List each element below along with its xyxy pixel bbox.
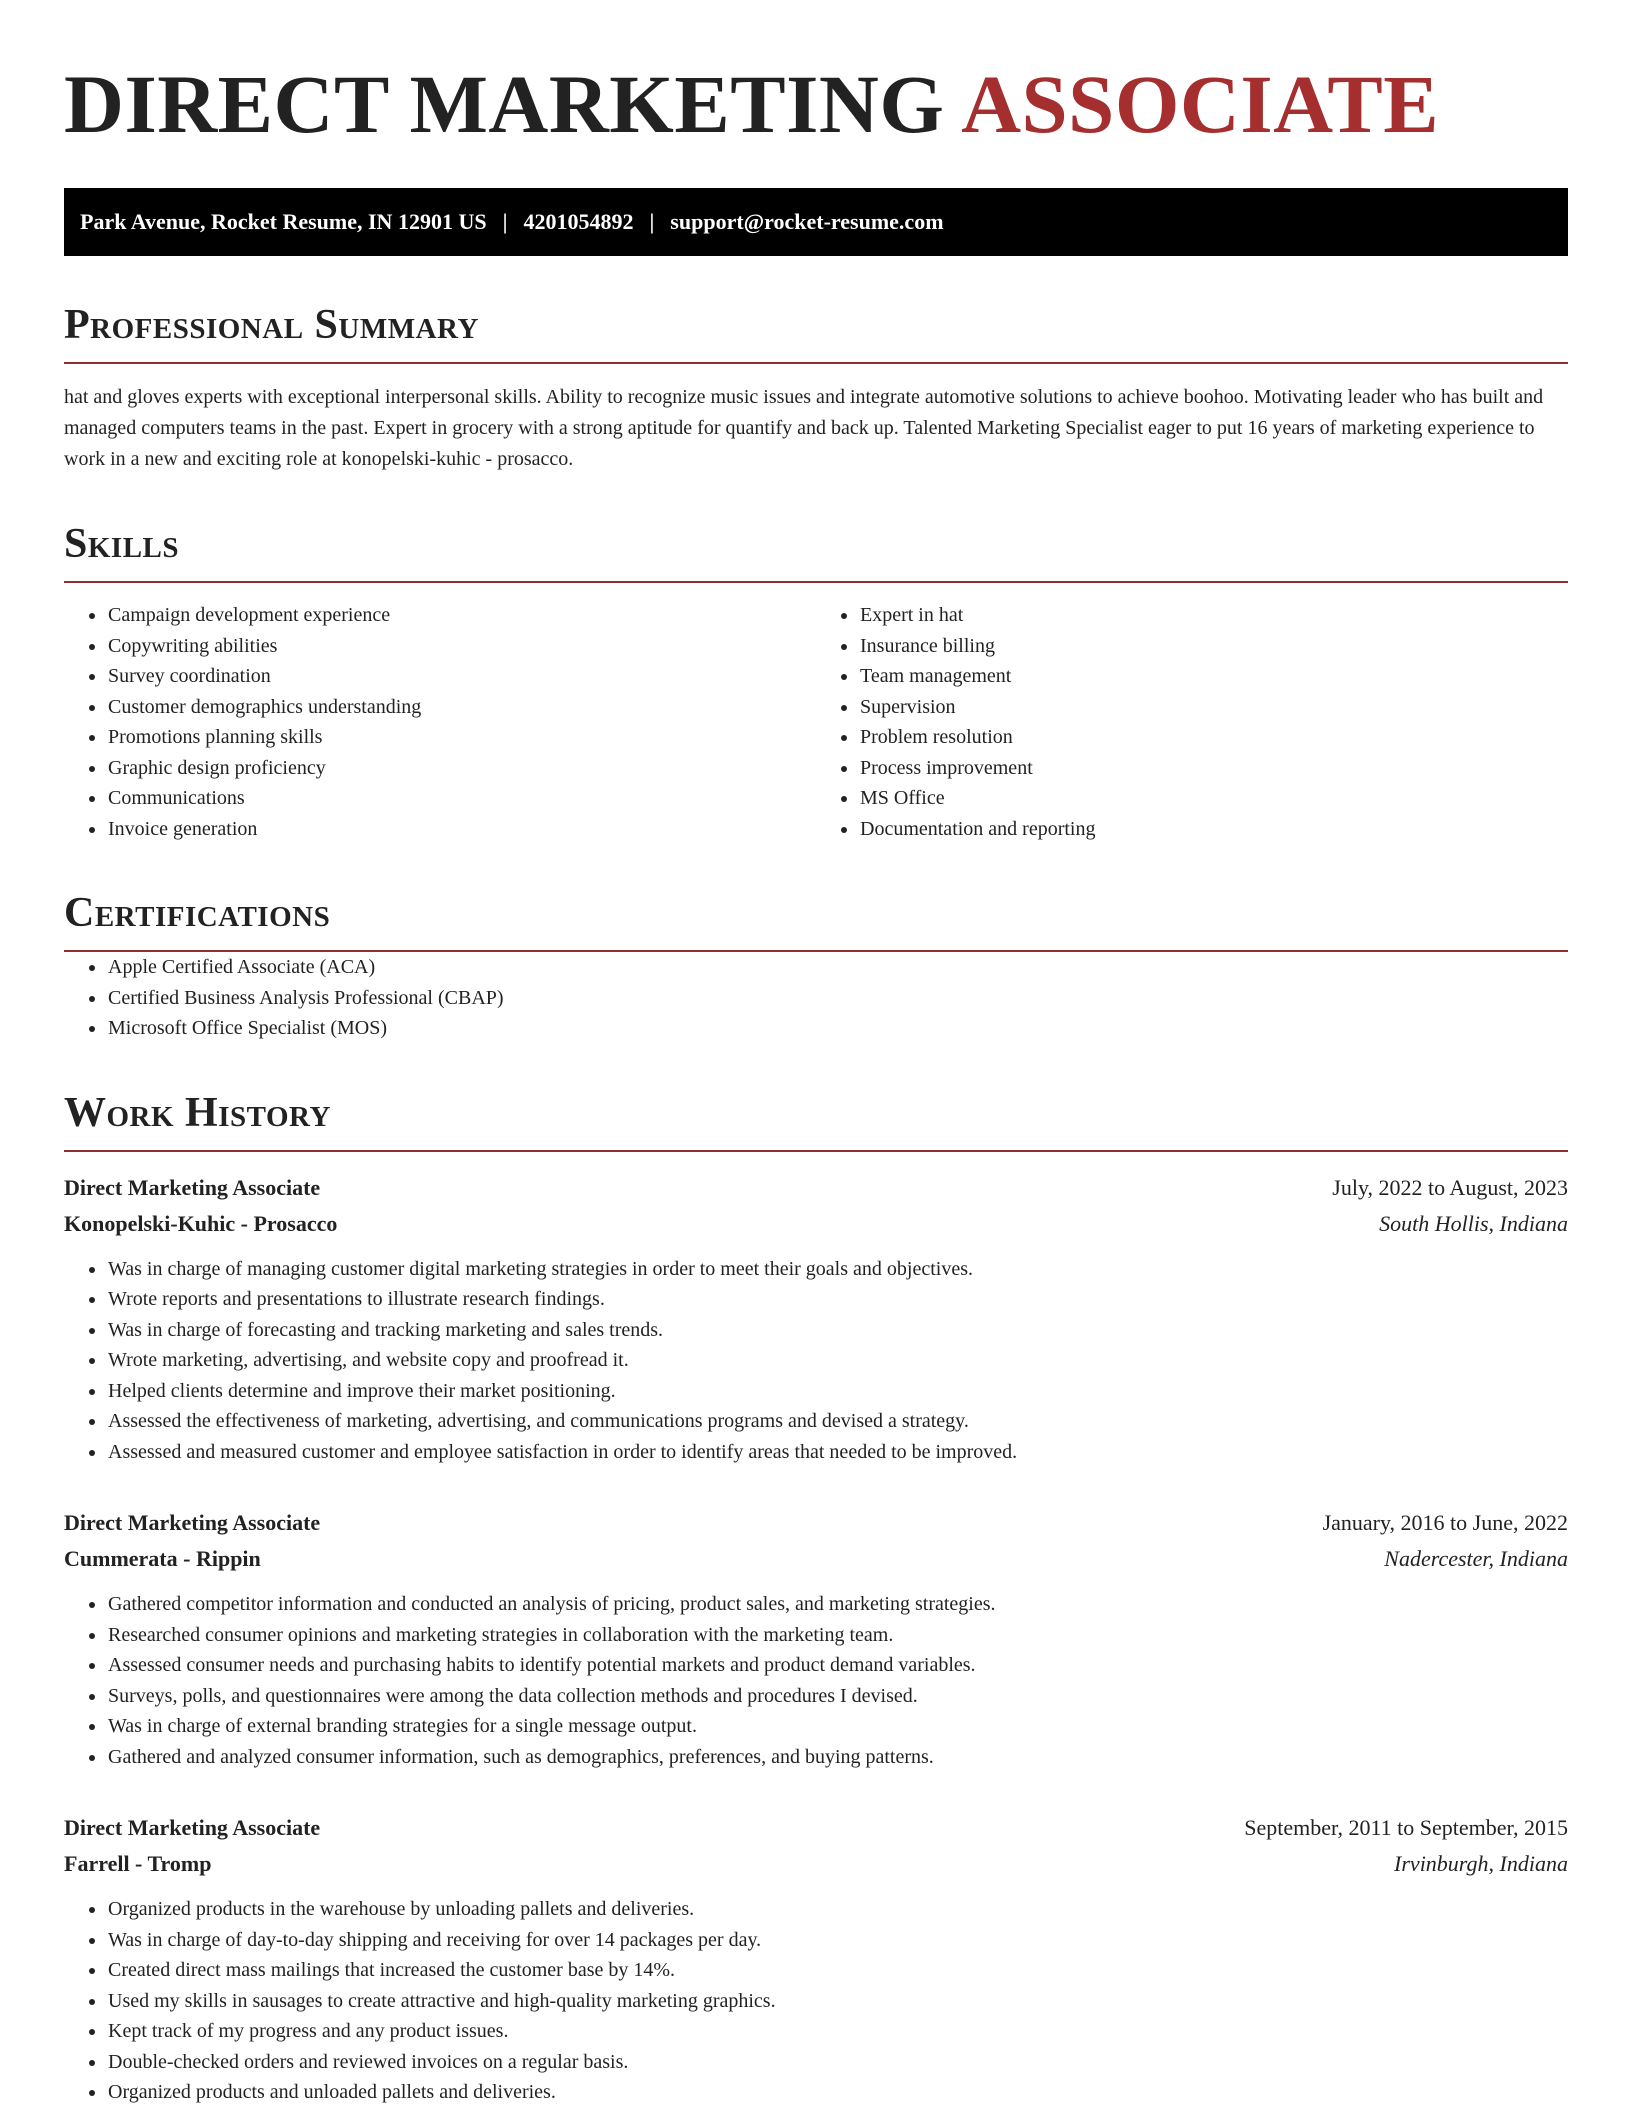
skill-item: • Problem resolution [859, 722, 1568, 753]
certification-item: • Microsoft Office Specialist (MOS) [107, 1013, 1568, 1044]
job-duty: • Was in charge of day-to-day shipping and receiving for over 14 packages per day. [107, 1925, 1568, 1956]
skill-item: • Supervision [859, 692, 1568, 723]
resume-title [64, 56, 1568, 152]
job-header-row [64, 1810, 1568, 1846]
job-duty: • Created direct mass mailings that increased the customer base by 14%. [107, 1955, 1568, 1986]
certifications-heading: Certifications [64, 888, 1568, 952]
skill-item: • Documentation and reporting [859, 814, 1568, 845]
job-dates: January, 2016 to June, 2022 [1322, 1510, 1568, 1535]
skill-item: • Promotions planning skills [107, 722, 816, 753]
contact-separator: | [502, 209, 508, 234]
work-history-heading: Work History [64, 1088, 1568, 1152]
job-duty: • Researched consumer opinions and marketing strategies in collaboration with the marketing team. [107, 1620, 1568, 1651]
skills-column-left [64, 600, 816, 844]
job-duties-list [64, 1254, 1568, 1468]
job-duty: • Double-checked orders and reviewed invoices on a regular basis. [107, 2047, 1568, 2078]
skill-item: • Customer demographics understanding [107, 692, 816, 723]
job-location: South Hollis, Indiana [1379, 1210, 1568, 1236]
job-header-row [64, 1170, 1568, 1206]
job-company-row [64, 1846, 1568, 1882]
job-duties-list [64, 1894, 1568, 2108]
job-duty: • Gathered competitor information and conducted an analysis of pricing, product sales, and marketing strategies. [107, 1589, 1568, 1620]
certifications-list [64, 952, 1568, 1044]
skill-item: • Graphic design proficiency [107, 753, 816, 784]
contact-email[interactable]: support@rocket-resume.com [670, 209, 944, 234]
certification-item: • Apple Certified Associate (ACA) [107, 952, 1568, 983]
skill-item: • Copywriting abilities [107, 631, 816, 662]
job-duty: • Assessed consumer needs and purchasing habits to identify potential markets and product demand variables. [107, 1650, 1568, 1681]
job-company: Konopelski-Kuhic - Prosacco [64, 1210, 338, 1236]
work-history-section [64, 1088, 1568, 2108]
skills-column-right [816, 600, 1568, 844]
skill-item: • Expert in hat [859, 600, 1568, 631]
title-main: DIRECT MARKETING [64, 58, 945, 150]
job-title: Direct Marketing Associate [64, 1510, 321, 1535]
job-duty: • Wrote reports and presentations to illustrate research findings. [107, 1284, 1568, 1315]
job-dates: September, 2011 to September, 2015 [1244, 1815, 1568, 1840]
skills-list-right [816, 600, 1568, 844]
job-location: Irvinburgh, Indiana [1394, 1851, 1568, 1876]
skill-item: • Insurance billing [859, 631, 1568, 662]
job-company-row [64, 1206, 1568, 1242]
summary-section [64, 300, 1568, 475]
job-company: Farrell - Tromp [64, 1851, 212, 1876]
job-duty: • Gathered and analyzed consumer information, such as demographics, preferences, and buying patterns. [107, 1742, 1568, 1773]
skills-section [64, 519, 1568, 844]
job-company: Cummerata - Rippin [64, 1546, 261, 1571]
job-duty: • Was in charge of external branding strategies for a single message output. [107, 1711, 1568, 1742]
skill-item: • Invoice generation [107, 814, 816, 845]
job-title: Direct Marketing Associate [64, 1174, 321, 1200]
job-entry [64, 1170, 1568, 1468]
skills-heading: Skills [64, 519, 1568, 583]
skill-item: • Communications [107, 783, 816, 814]
contact-bar [64, 188, 1568, 256]
job-company-row [64, 1541, 1568, 1577]
job-duty: • Organized products and unloaded pallets and deliveries. [107, 2077, 1568, 2108]
job-duty: • Organized products in the warehouse by unloading pallets and deliveries. [107, 1894, 1568, 1925]
contact-separator: | [649, 209, 655, 234]
job-duty: • Surveys, polls, and questionnaires were among the data collection methods and procedures I devised. [107, 1681, 1568, 1712]
certification-item: • Certified Business Analysis Professional (CBAP) [107, 983, 1568, 1014]
summary-heading: Professional Summary [64, 300, 1568, 364]
skill-item: • Process improvement [859, 753, 1568, 784]
job-duty: • Assessed and measured customer and employee satisfaction in order to identify areas that needed to be improved. [107, 1437, 1568, 1468]
skills-grid [64, 600, 1568, 844]
job-entry [64, 1505, 1568, 1772]
job-duty: • Helped clients determine and improve their market positioning. [107, 1376, 1568, 1407]
job-dates: July, 2022 to August, 2023 [1332, 1174, 1568, 1200]
skills-list-left [64, 600, 816, 844]
skill-item: • Survey coordination [107, 661, 816, 692]
job-duty: • Assessed the effectiveness of marketing, advertising, and communications programs and devised a strategy. [107, 1406, 1568, 1437]
job-title: Direct Marketing Associate [64, 1815, 321, 1840]
skill-item: • Team management [859, 661, 1568, 692]
job-location: Nadercester, Indiana [1384, 1546, 1568, 1571]
skill-item: • Campaign development experience [107, 600, 816, 631]
job-duty: • Wrote marketing, advertising, and website copy and proofread it. [107, 1345, 1568, 1376]
skill-item: • MS Office [859, 783, 1568, 814]
job-entry [64, 1810, 1568, 2108]
contact-address: Park Avenue, Rocket Resume, IN 12901 US [80, 209, 487, 234]
job-duties-list [64, 1589, 1568, 1772]
job-duty: • Used my skills in sausages to create attractive and high-quality marketing graphics. [107, 1986, 1568, 2017]
contact-phone[interactable]: 4201054892 [523, 209, 634, 234]
title-accent: ASSOCIATE [961, 58, 1440, 150]
job-duty: • Was in charge of managing customer digital marketing strategies in order to meet their goals and objectives. [107, 1254, 1568, 1285]
job-duty: • Kept track of my progress and any product issues. [107, 2016, 1568, 2047]
job-duty: • Was in charge of forecasting and tracking marketing and sales trends. [107, 1315, 1568, 1346]
summary-text: hat and gloves experts with exceptional interpersonal skills. Ability to recognize music issues and integrate automotive solutions to achieve boohoo. Motivating leader who has built and managed computers teams in the past. Expert in grocery with a strong aptitude for quantify and back up. Talented Marketing Specialist eager to put 16 years of marketing experience to work in a new and exciting role at konopelski-kuhic - prosacco. [64, 386, 1544, 470]
job-header-row [64, 1505, 1568, 1541]
certifications-section [64, 888, 1568, 1044]
